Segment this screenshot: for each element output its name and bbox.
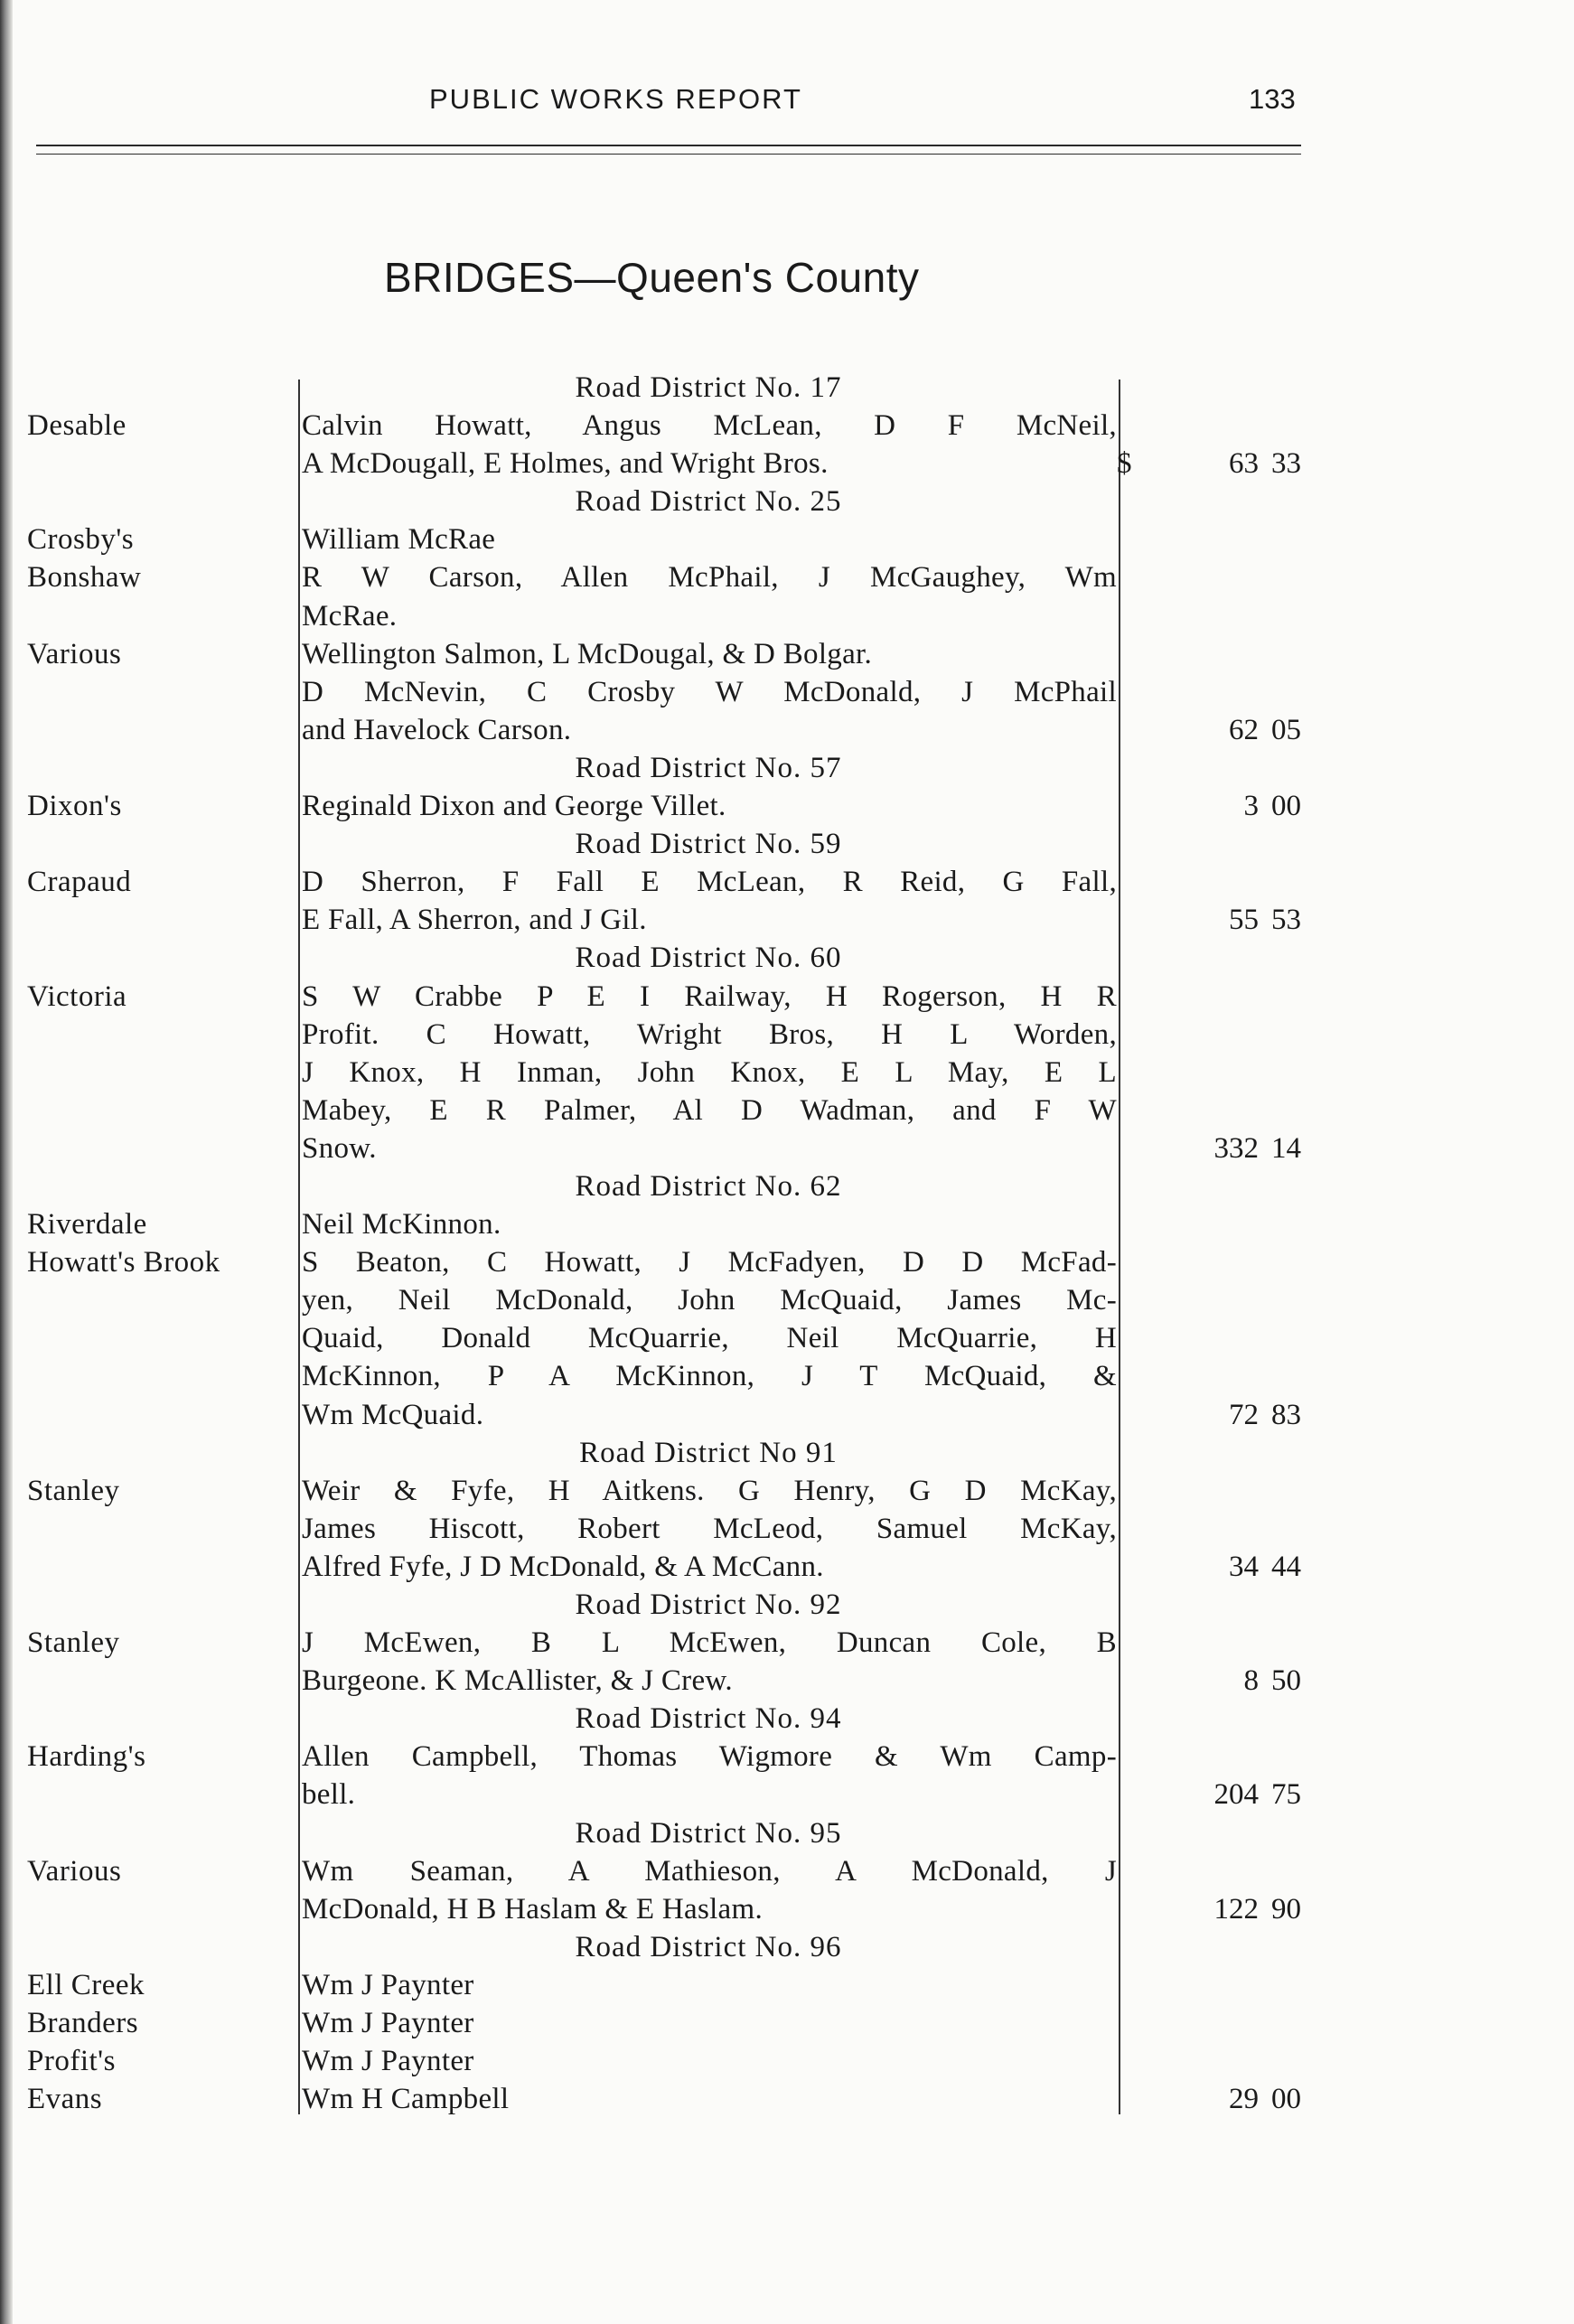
ledger-row xyxy=(0,1852,1574,1890)
ledger-row xyxy=(0,597,1574,635)
bridge-name: Riverdale xyxy=(27,1208,147,1242)
contractor-names: J Knox, H Inman, John Knox, E L May, E L xyxy=(302,1055,1117,1089)
district-heading-row xyxy=(0,1586,1574,1624)
road-district-heading: Road District No. 92 xyxy=(575,1588,842,1621)
ledger-row xyxy=(0,1205,1574,1243)
amount-dollars: 29 xyxy=(1229,2083,1259,2116)
running-header xyxy=(0,83,1574,128)
ledger-row xyxy=(0,1738,1574,1776)
amount-dollars: 204 xyxy=(1213,1778,1259,1812)
bridge-name: Evans xyxy=(27,2083,103,2116)
contractor-names: Quaid, Donald McQuarrie, Neil McQuarrie, H xyxy=(302,1322,1117,1355)
contractor-names: bell. xyxy=(302,1778,356,1812)
ledger-row xyxy=(0,1472,1574,1510)
ledger-row xyxy=(0,1548,1574,1586)
amount-cents: 14 xyxy=(1271,1131,1301,1165)
ledger-row xyxy=(0,1016,1574,1054)
contractor-names: Wm Seaman, A Mathieson, A McDonald, J xyxy=(302,1854,1117,1888)
contractor-names: J McEwen, B L McEwen, Duncan Cole, B xyxy=(302,1626,1117,1660)
running-title: PUBLIC WORKS REPORT xyxy=(429,83,802,115)
ledger-row xyxy=(0,1054,1574,1092)
amount-dollars: 8 xyxy=(1243,1664,1259,1698)
amount-dollars: 122 xyxy=(1213,1892,1259,1926)
amount-cents: 83 xyxy=(1271,1398,1301,1431)
district-heading-row xyxy=(0,483,1574,520)
ledger-row xyxy=(0,1966,1574,2004)
amount-dollars: 34 xyxy=(1229,1550,1259,1583)
ledger-row xyxy=(0,1662,1574,1700)
contractor-names: S W Crabbe P E I Railway, H Rogerson, H R xyxy=(302,979,1117,1013)
amount-cents: 44 xyxy=(1271,1550,1301,1583)
ledger-row xyxy=(0,1357,1574,1395)
ledger-row xyxy=(0,2042,1574,2080)
bridge-name: Branders xyxy=(27,2007,139,2040)
amount xyxy=(1157,1662,1301,1700)
header-rule xyxy=(36,145,1301,146)
ledger-row xyxy=(0,787,1574,825)
ledger-row xyxy=(0,1510,1574,1548)
district-heading-row xyxy=(0,1814,1574,1852)
contractor-names: Wm J Paynter xyxy=(302,1968,474,2001)
bridge-name: Crapaud xyxy=(27,866,132,899)
amount xyxy=(1157,787,1301,825)
contractor-names: Profit. C Howatt, Wright Bros, H L Worden, xyxy=(302,1017,1117,1051)
amount-cents: 05 xyxy=(1271,713,1301,746)
contractor-names: Wm H Campbell xyxy=(302,2083,510,2116)
ledger-row xyxy=(0,1129,1574,1167)
amount-dollars: 62 xyxy=(1229,713,1259,746)
district-heading-row xyxy=(0,1700,1574,1738)
amount xyxy=(1157,901,1301,939)
district-heading-row xyxy=(0,749,1574,787)
amount-cents: 53 xyxy=(1271,904,1301,937)
bridge-name: Bonshaw xyxy=(27,561,142,595)
amount-cents: 33 xyxy=(1271,447,1301,481)
ledger-row xyxy=(0,1624,1574,1662)
contractor-names: D Sherron, F Fall E McLean, R Reid, G Fall, xyxy=(302,866,1117,899)
contractor-names: Alfred Fyfe, J D McDonald, & A McCann. xyxy=(302,1550,824,1583)
contractor-names: McDonald, H B Haslam & E Haslam. xyxy=(302,1892,764,1926)
contractor-names: Calvin Howatt, Angus McLean, D F McNeil, xyxy=(302,409,1117,443)
district-heading-row xyxy=(0,1434,1574,1472)
amount-cents: 90 xyxy=(1271,1892,1301,1926)
ledger-row xyxy=(0,520,1574,558)
amount xyxy=(1157,1129,1301,1167)
amount-dollars: 72 xyxy=(1229,1398,1259,1431)
road-district-heading: Road District No. 57 xyxy=(575,751,842,784)
ledger-row xyxy=(0,1092,1574,1129)
amount-cents: 00 xyxy=(1271,2083,1301,2116)
ledger-row xyxy=(0,558,1574,596)
bridge-name: Crosby's xyxy=(27,523,135,557)
amount xyxy=(1157,445,1301,483)
ledger-row xyxy=(0,1890,1574,1928)
contractor-names: Reginald Dixon and George Villet. xyxy=(302,790,726,823)
contractor-names: Snow. xyxy=(302,1131,377,1165)
bridge-name: Profit's xyxy=(27,2045,116,2078)
page-title: BRIDGES—Queen's County xyxy=(384,254,920,301)
ledger-row xyxy=(0,1776,1574,1813)
district-heading-row xyxy=(0,369,1574,407)
contractor-names: yen, Neil McDonald, John McQuaid, James Mc- xyxy=(302,1284,1117,1317)
bridges-ledger xyxy=(0,369,1574,2118)
contractor-names: Wm J Paynter xyxy=(302,2045,474,2078)
page-number: 133 xyxy=(1249,83,1296,115)
contractor-names: Wm J Paynter xyxy=(302,2007,474,2040)
contractor-names: Wellington Salmon, L McDougal, & D Bolgar. xyxy=(302,637,873,670)
amount-dollars: 332 xyxy=(1213,1131,1259,1165)
road-district-heading: Road District No. 25 xyxy=(575,485,842,519)
ledger-row xyxy=(0,2080,1574,2118)
bridge-name: Ell Creek xyxy=(27,1968,145,2001)
bridge-name: Harding's xyxy=(27,1740,146,1774)
amount xyxy=(1157,711,1301,749)
ledger-row xyxy=(0,445,1574,483)
district-heading-row xyxy=(0,1167,1574,1205)
road-district-heading: Road District No. 60 xyxy=(575,942,842,975)
contractor-names: William McRae xyxy=(302,523,496,557)
amount-dollars: 63 xyxy=(1229,447,1259,481)
amount xyxy=(1157,1396,1301,1434)
contractor-names: D McNevin, C Crosby W McDonald, J McPhail xyxy=(302,675,1117,708)
contractor-names: Weir & Fyfe, H Aitkens. G Henry, G D McKay, xyxy=(302,1474,1117,1507)
ledger-row xyxy=(0,901,1574,939)
district-heading-row xyxy=(0,939,1574,977)
bridge-name: Desable xyxy=(27,409,126,443)
amount xyxy=(1157,1890,1301,1928)
bridge-name: Various xyxy=(27,637,122,670)
contractor-names: S Beaton, C Howatt, J McFadyen, D D McFad- xyxy=(302,1246,1117,1279)
road-district-heading: Road District No. 17 xyxy=(575,371,842,404)
road-district-heading: Road District No. 59 xyxy=(575,828,842,861)
contractor-names: McKinnon, P A McKinnon, J T McQuaid, & xyxy=(302,1360,1117,1393)
road-district-heading: Road District No. 95 xyxy=(575,1816,842,1850)
ledger-row xyxy=(0,1243,1574,1281)
road-district-heading: Road District No. 96 xyxy=(575,1930,842,1963)
ledger-row xyxy=(0,407,1574,445)
header-rule-thin xyxy=(36,154,1301,155)
district-heading-row xyxy=(0,1928,1574,1966)
ledger-row xyxy=(0,635,1574,673)
ledger-row xyxy=(0,1319,1574,1357)
amount xyxy=(1157,1548,1301,1586)
road-district-heading: Road District No. 94 xyxy=(575,1702,842,1736)
contractor-names: A McDougall, E Holmes, and Wright Bros. xyxy=(302,447,829,481)
ledger-row xyxy=(0,1396,1574,1434)
amount-dollars: 55 xyxy=(1229,904,1259,937)
bridge-name: Victoria xyxy=(27,979,127,1013)
contractor-names: James Hiscott, Robert McLeod, Samuel McKay, xyxy=(302,1512,1117,1545)
contractor-names: Wm McQuaid. xyxy=(302,1398,484,1431)
road-district-heading: Road District No. 62 xyxy=(575,1169,842,1203)
bridge-name: Stanley xyxy=(27,1474,120,1507)
dollar-sign: $ xyxy=(1117,447,1132,481)
amount-cents: 00 xyxy=(1271,790,1301,823)
road-district-heading: Road District No 91 xyxy=(579,1436,838,1469)
ledger-row xyxy=(0,863,1574,901)
ledger-row xyxy=(0,1281,1574,1319)
ledger-row xyxy=(0,2004,1574,2042)
bridge-name: Howatt's Brook xyxy=(27,1246,220,1279)
contractor-names: Burgeone. K McAllister, & J Crew. xyxy=(302,1664,733,1698)
district-heading-row xyxy=(0,825,1574,863)
contractor-names: Mabey, E R Palmer, Al D Wadman, and F W xyxy=(302,1093,1117,1127)
contractor-names: Neil McKinnon. xyxy=(302,1208,501,1242)
contractor-names: R W Carson, Allen McPhail, J McGaughey, Wm xyxy=(302,561,1117,595)
contractor-names: E Fall, A Sherron, and J Gil. xyxy=(302,904,647,937)
contractor-names: Allen Campbell, Thomas Wigmore & Wm Camp- xyxy=(302,1740,1117,1774)
bridge-name: Dixon's xyxy=(27,790,122,823)
amount-cents: 50 xyxy=(1271,1664,1301,1698)
amount xyxy=(1157,1776,1301,1813)
ledger-row xyxy=(0,673,1574,711)
amount-dollars: 3 xyxy=(1243,790,1259,823)
amount-cents: 75 xyxy=(1271,1778,1301,1812)
amount xyxy=(1157,2080,1301,2118)
bridge-name: Stanley xyxy=(27,1626,120,1660)
contractor-names: McRae. xyxy=(302,599,398,633)
ledger-row xyxy=(0,711,1574,749)
ledger-row xyxy=(0,978,1574,1016)
bridge-name: Various xyxy=(27,1854,122,1888)
contractor-names: and Havelock Carson. xyxy=(302,713,572,746)
